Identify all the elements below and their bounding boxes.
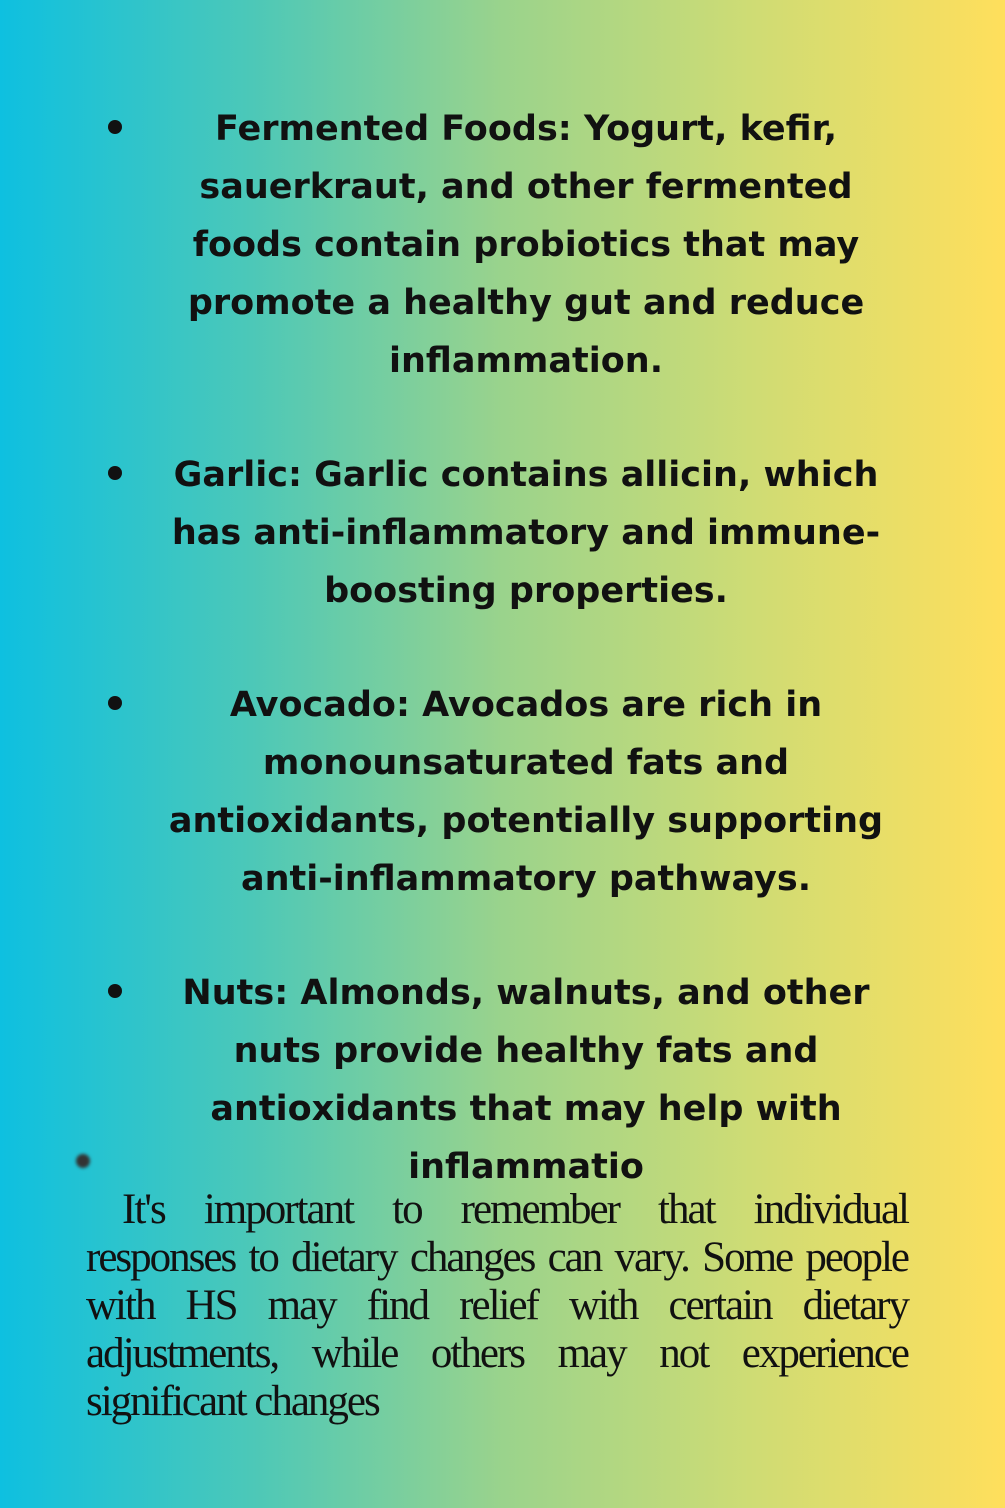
bullet-icon: [108, 696, 122, 710]
bullet-icon: [108, 466, 122, 480]
list-item-avocado: [100, 676, 920, 908]
note-bullet-icon: [76, 1154, 90, 1168]
list-item-text: Avocado: Avocados are rich in monounsaturated fats and antioxidants, potentially supporting anti-inflammatory pathways.: [168, 685, 884, 899]
bullet-icon: [108, 120, 122, 134]
list-item-garlic: [100, 446, 920, 620]
list-item-fermented-foods: [100, 100, 920, 390]
list-item-text: Nuts: Almonds, walnuts, and other nuts provide healthy fats and antioxidants that may help with inflammatio: [182, 973, 870, 1187]
food-list: [100, 100, 920, 1252]
list-item-text: Fermented Foods: Yogurt, kefir, sauerkraut, and other fermented foods contain probiotics that may promote a healthy gut and reduce inflammation.: [187, 109, 865, 381]
closing-note: It's important to remember that individual responses to dietary changes can vary. Some people with HS may find relief with certain dietary adjustments, while others may not experience significant changes: [86, 1186, 908, 1425]
list-item-text: Garlic: Garlic contains allicin, which has anti-inflammatory and immune-boosting properties.: [171, 455, 881, 611]
list-item-nuts: [100, 964, 920, 1196]
bullet-icon: [108, 984, 122, 998]
